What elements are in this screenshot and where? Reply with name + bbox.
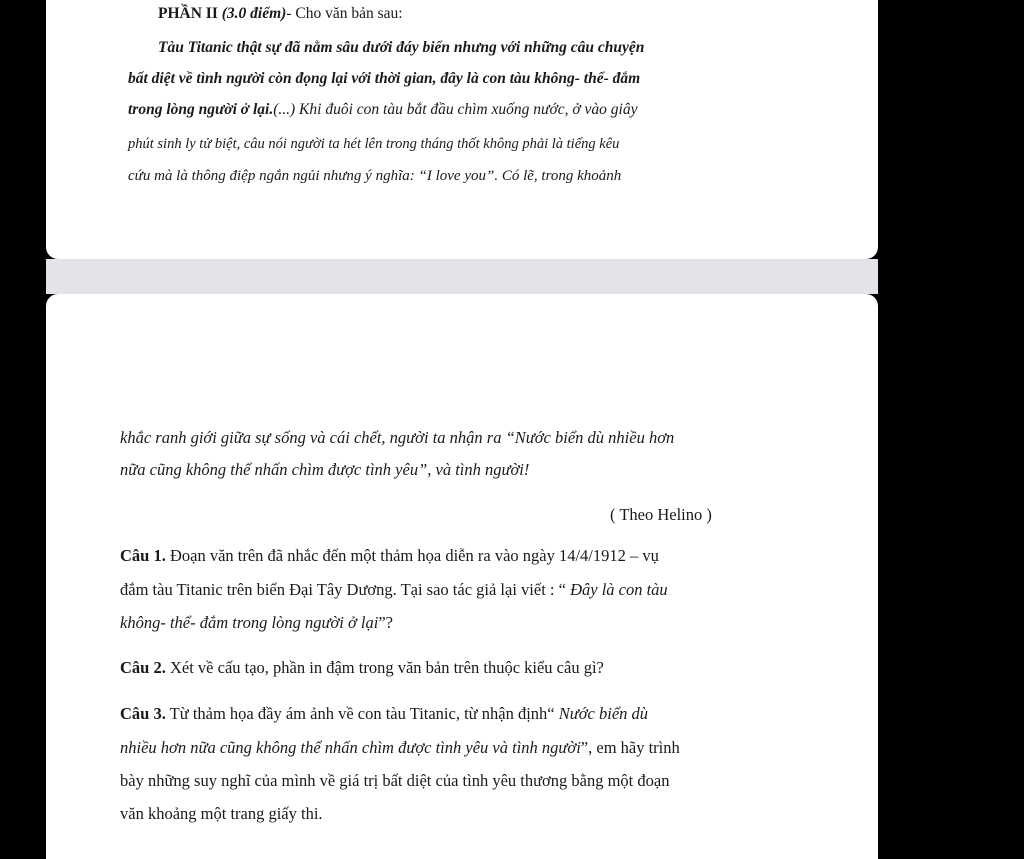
question-text: Xét về cấu tạo, phần in đậm trong văn bản trên thuộc kiểu câu gì? bbox=[165, 658, 604, 677]
section-heading-points: (3.0 điểm) bbox=[221, 5, 287, 22]
passage-bold-fragment: trong lòng người ở lại. bbox=[128, 101, 274, 118]
question-1-line-2 bbox=[120, 580, 668, 600]
question-text: Từ thảm họa đầy ám ảnh về con tàu Titanic, từ nhận định“ bbox=[165, 704, 559, 723]
question-label: Câu 2. bbox=[120, 658, 166, 677]
question-1 bbox=[120, 546, 659, 566]
question-quote: Nước biển dù bbox=[558, 704, 649, 723]
passage-italic-fragment: (...) Khi đuôi con tàu bắt đầu chìm xuống nước, ở vào giây bbox=[273, 101, 638, 118]
source-citation: ( Theo Helino ) bbox=[610, 505, 712, 524]
passage-line bbox=[128, 100, 637, 120]
section-heading bbox=[158, 4, 403, 24]
passage-line: bất diệt về tình người còn đọng lại với thời gian, đây là con tàu không- thể- đắm bbox=[128, 70, 641, 87]
passage-line: khắc ranh giới giữa sự sống và cái chết, người ta nhận ra “Nước biển dù nhiều hơn bbox=[120, 428, 675, 447]
section-heading-label: PHẦN II bbox=[158, 5, 218, 22]
question-3 bbox=[120, 704, 648, 724]
question-quote: Đây là con tàu bbox=[570, 580, 668, 599]
passage-line: Tàu Titanic thật sự đã nằm sâu dưới đáy biển nhưng với những câu chuyện bbox=[158, 39, 645, 56]
question-1-line-3 bbox=[120, 613, 393, 633]
page-gap bbox=[46, 259, 878, 294]
question-quote: không- thể- đắm trong lòng người ở lại bbox=[120, 613, 379, 632]
question-label: Câu 1. bbox=[120, 546, 166, 565]
document-page-top bbox=[46, 0, 878, 259]
question-3-line-3: bày những suy nghĩ của mình về giá trị bất diệt của tình yêu thương bằng một đoạn bbox=[120, 771, 670, 790]
document-page-bottom bbox=[46, 294, 878, 859]
question-3-line-2 bbox=[120, 738, 680, 758]
question-text: đắm tàu Titanic trên biển Đại Tây Dương. Tại sao tác giả lại viết : “ bbox=[120, 580, 571, 599]
passage-line: phút sinh ly tử biệt, câu nói người ta hét lên trong tháng thốt không phải là tiếng kêu bbox=[128, 136, 620, 152]
question-text: Đoạn văn trên đã nhắc đến một thảm họa diễn ra vào ngày 14/4/1912 – vụ bbox=[165, 546, 659, 565]
question-label: Câu 3. bbox=[120, 704, 166, 723]
question-3-line-4: văn khoảng một trang giấy thi. bbox=[120, 804, 323, 823]
question-quote: nhiều hơn nữa cũng không thể nhấn chìm được tình yêu và tình người bbox=[120, 738, 581, 757]
passage-line: cứu mà là thông điệp ngắn ngủi nhưng ý nghĩa: “I love you”. Có lẽ, trong khoảnh bbox=[128, 168, 622, 184]
section-heading-rest: - Cho văn bản sau: bbox=[286, 5, 403, 22]
passage-line: nữa cũng không thể nhấn chìm được tình yêu”, và tình người! bbox=[120, 460, 530, 479]
question-text: ”, em hãy trình bbox=[580, 738, 680, 757]
question-2 bbox=[120, 658, 604, 678]
question-text: ”? bbox=[378, 613, 394, 632]
